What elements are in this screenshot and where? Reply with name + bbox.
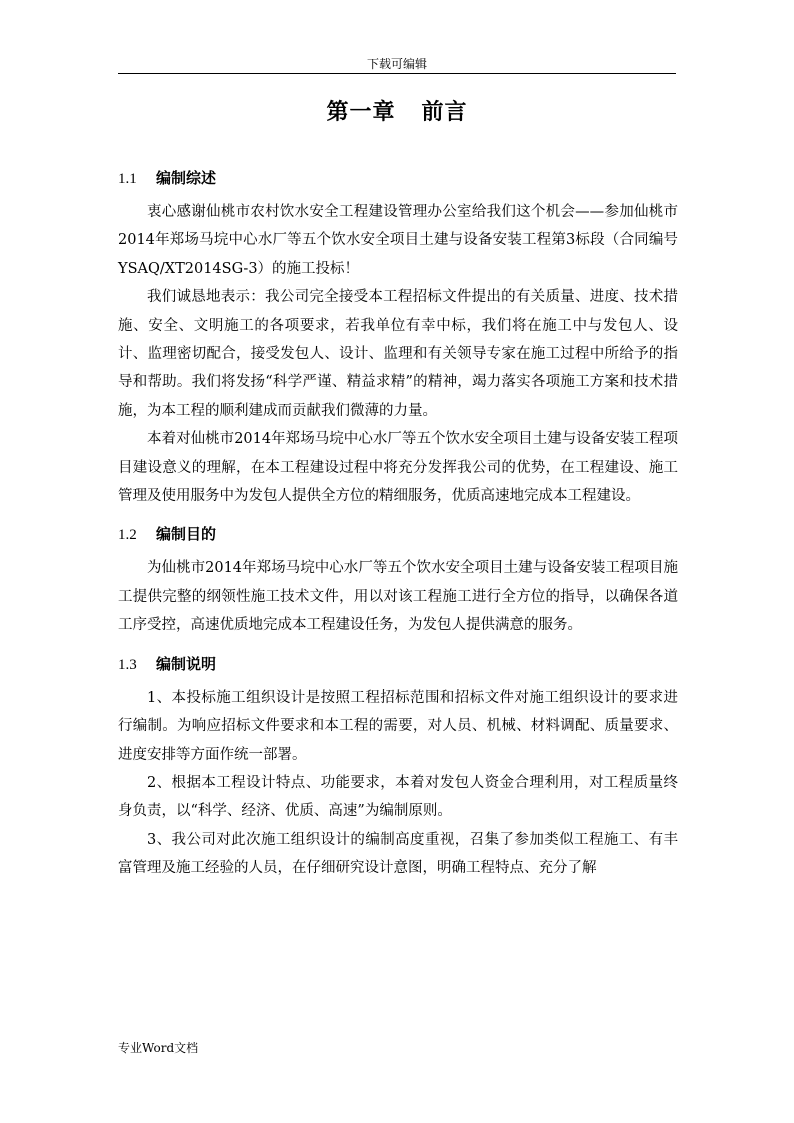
section-heading-1-2	[118, 514, 678, 554]
paragraph: 为仙桃市2014年郑场马垸中心水厂等五个饮水安全项目土建与设备安装工程项目施工提供完整的纲领性施工技术文件，用以对该工程施工进行全方位的指导，以确保各道工序受控，高速优质地完成本工程建设任务，为发包人提供满意的服务。	[118, 560, 678, 634]
section-heading-1-1	[118, 158, 678, 198]
page-header: 下载可编辑	[366, 57, 427, 71]
chapter-title	[0, 97, 794, 127]
paragraph: 1、本投标施工组织设计是按照工程招标范围和招标文件对施工组织设计的要求进行编制。为响应招标文件要求和本工程的需要，对人员、机械、材料调配、质量要求、进度安排等方面作统一部署。	[118, 689, 678, 763]
section-title: 编制说明	[156, 654, 217, 673]
page-footer: 专业Word文档	[118, 1041, 199, 1055]
paragraph: 3、我公司对此次施工组织设计的编制高度重视，召集了参加类似工程施工、有丰富管理及施工经验的人员，在仔细研究设计意图，明确工程特点、充分了解	[118, 831, 678, 877]
paragraph: 2、根据本工程设计特点、功能要求，本着对发包人资金合理利用，对工程质量终身负责，以“科学、经济、优质、高速”为编制原则。	[118, 774, 678, 820]
paragraph: 本着对仙桃市2014年郑场马垸中心水厂等五个饮水安全项目土建与设备安装工程项目建设意义的理解，在本工程建设过程中将充分发挥我公司的优势，在工程建设、施工管理及使用服务中为发包人提供全方位的精细服务，优质高速地完成本工程建设。	[118, 431, 678, 505]
document-body	[118, 158, 678, 883]
paragraph: 衷心感谢仙桃市农村饮水安全工程建设管理办公室给我们这个机会——参加仙桃市2014年郑场马垸中心水厂等五个饮水安全项目土建与设备安装工程第3标段（合同编号 YSAQ/XT2014SG-3）的施工投标！	[118, 204, 678, 277]
section-heading-1-3	[118, 644, 678, 684]
paragraph: 我们诚恳地表示：我公司完全接受本工程招标文件提出的有关质量、进度、技术措施、安全、文明施工的各项要求，若我单位有幸中标，我们将在施工中与发包人、设计、监理密切配合，接受发包人、设计、监理和有关领导专家在施工过程中所给予的指导和帮助。我们将发扬“科学严谨、精益求精”的精神，竭力落实各项施工方案和技术措施，为本工程的顺利建成而贡献我们微薄的力量。	[118, 289, 678, 419]
header-rule	[118, 73, 676, 74]
chapter-label: 第一章	[326, 99, 396, 125]
section-number: 1.2	[118, 527, 137, 544]
chapter-name: 前言	[421, 99, 468, 125]
section-number: 1.3	[118, 656, 137, 673]
section-title: 编制目的	[156, 525, 217, 544]
section-number: 1.1	[118, 171, 137, 187]
section-title: 编制综述	[156, 169, 217, 187]
